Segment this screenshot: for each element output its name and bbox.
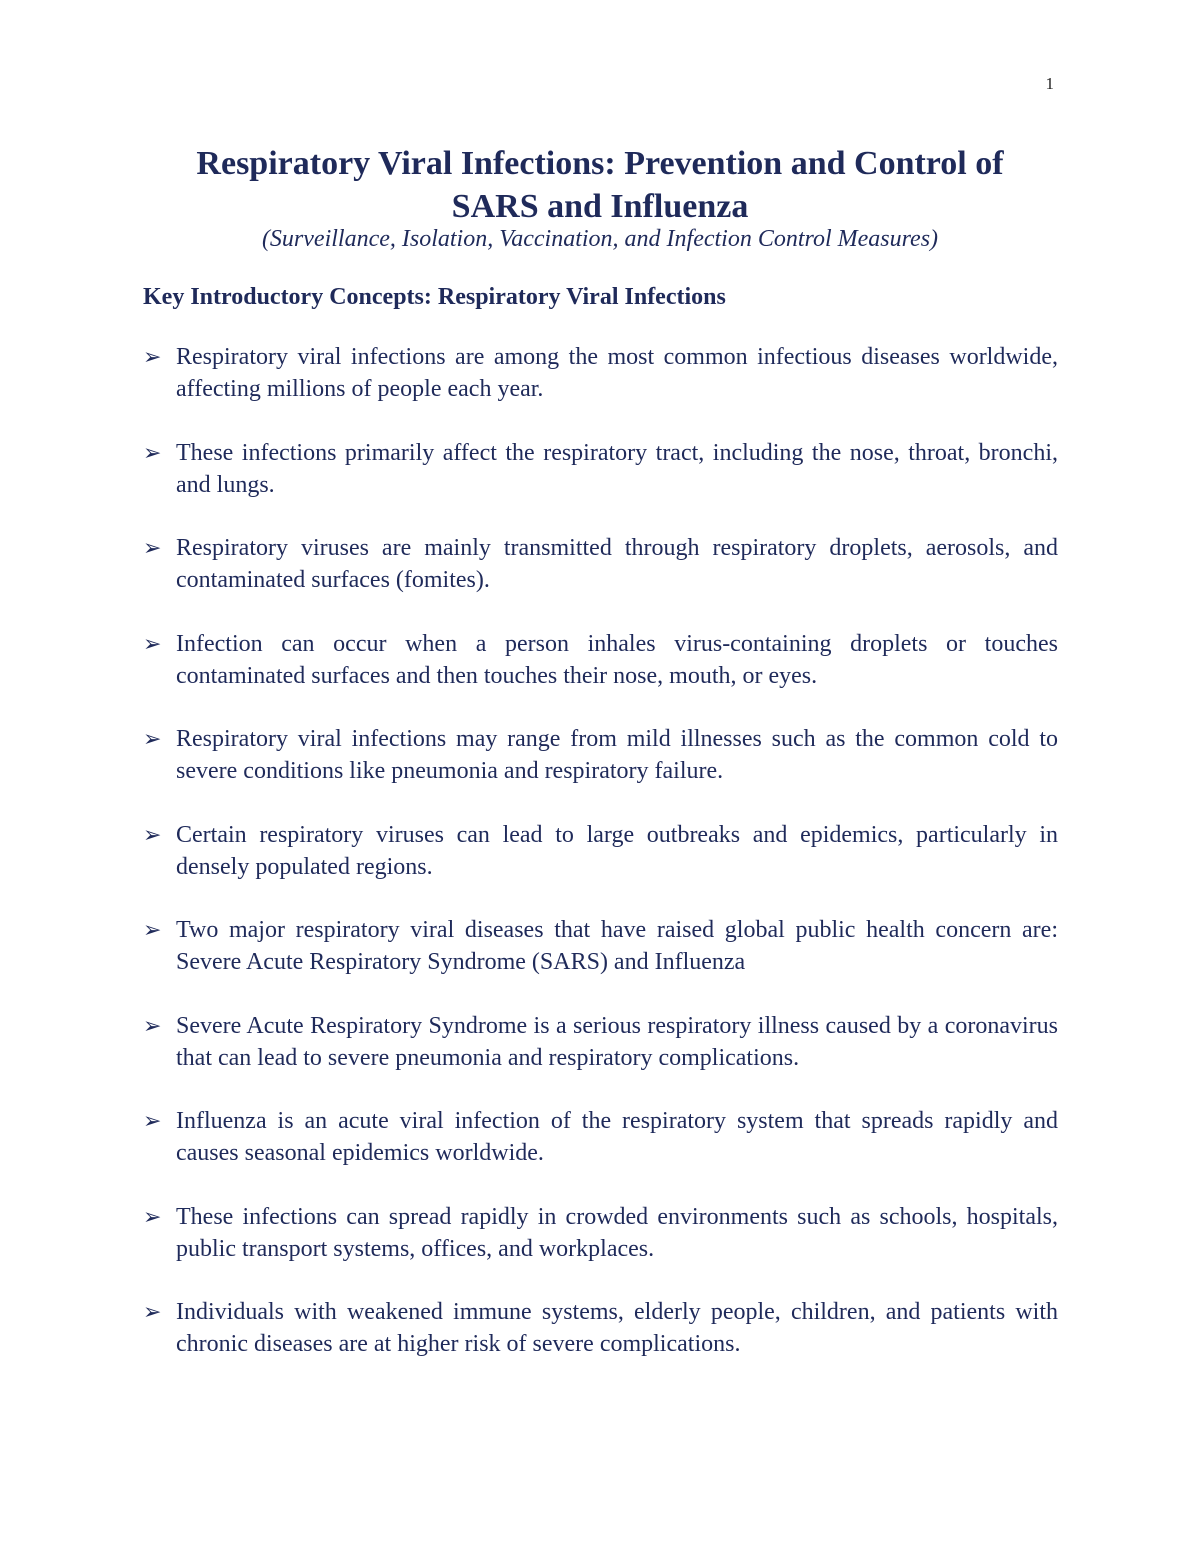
arrowhead-bullet-icon: ➢ [143,439,162,465]
page-subtitle: (Surveillance, Isolation, Vaccination, and Infection Control Measures) [261,226,939,252]
section-heading: Key Introductory Concepts: Respiratory Viral Infections [143,284,726,310]
arrowhead-bullet-icon: ➢ [143,344,162,369]
arrowhead-bullet-icon: ➢ [143,535,162,560]
arrowhead-bullet-icon: ➢ [143,1108,162,1133]
bullet-item [143,1201,1058,1265]
bullet-item [143,1105,1058,1169]
bullet-text: Certain respiratory viruses can lead to large outbreaks and epidemics, particularly in densely populated regions. [176,821,1058,880]
bullet-item [143,532,1058,596]
arrowhead-bullet-icon: ➢ [143,917,162,942]
bullet-text: These infections primarily affect the respiratory tract, including the nose, throat, bronchi, and lungs. [176,439,1058,498]
page-number: 1 [1045,74,1054,93]
bullet-text: Respiratory viral infections may range from mild illnesses such as the common cold to severe conditions like pneumonia and respiratory failure. [176,726,1058,784]
arrowhead-bullet-icon: ➢ [143,630,162,656]
bullet-item [143,914,1058,978]
arrowhead-bullet-icon: ➢ [143,821,162,847]
page-title [100,142,1100,228]
arrowhead-bullet-icon: ➢ [143,1299,162,1324]
bullet-text: Severe Acute Respiratory Syndrome is a serious respiratory illness caused by a coronavirus that can lead to severe pneumonia and respiratory complications. [176,1012,1058,1071]
bullet-text: Respiratory viruses are mainly transmitted through respiratory droplets, aerosols, and contaminated surfaces (fomites). [176,535,1058,593]
bullet-list [143,341,1058,1392]
bullet-item [143,1010,1058,1074]
title-line-1: Respiratory Viral Infections: Prevention and Control of [196,145,1004,182]
bullet-item [143,1296,1058,1360]
bullet-text: Individuals with weakened immune systems, elderly people, children, and patients with chronic diseases are at higher risk of severe complications. [176,1299,1058,1357]
bullet-item [143,628,1058,692]
arrowhead-bullet-icon: ➢ [143,1203,162,1229]
bullet-text: Infection can occur when a person inhales virus-containing droplets or touches contaminated surfaces and then touches their nose, mouth, or eyes. [176,630,1058,689]
bullet-item [143,437,1058,501]
bullet-text: Two major respiratory viral diseases that have raised global public health concern are: Severe Acute Respiratory Syndrome (SARS) and Influenza [176,917,1058,975]
bullet-text: Influenza is an acute viral infection of the respiratory system that spreads rapidly and causes seasonal epidemics worldwide. [176,1108,1058,1166]
arrowhead-bullet-icon: ➢ [143,726,162,751]
arrowhead-bullet-icon: ➢ [143,1012,162,1038]
bullet-item [143,723,1058,787]
title-line-2: SARS and Influenza [451,188,749,225]
bullet-item [143,341,1058,405]
bullet-text: Respiratory viral infections are among the most common infectious diseases worldwide, affecting millions of people each year. [176,344,1058,402]
bullet-item [143,819,1058,883]
bullet-text: These infections can spread rapidly in crowded environments such as schools, hospitals, public transport systems, offices, and workplaces. [176,1203,1058,1262]
